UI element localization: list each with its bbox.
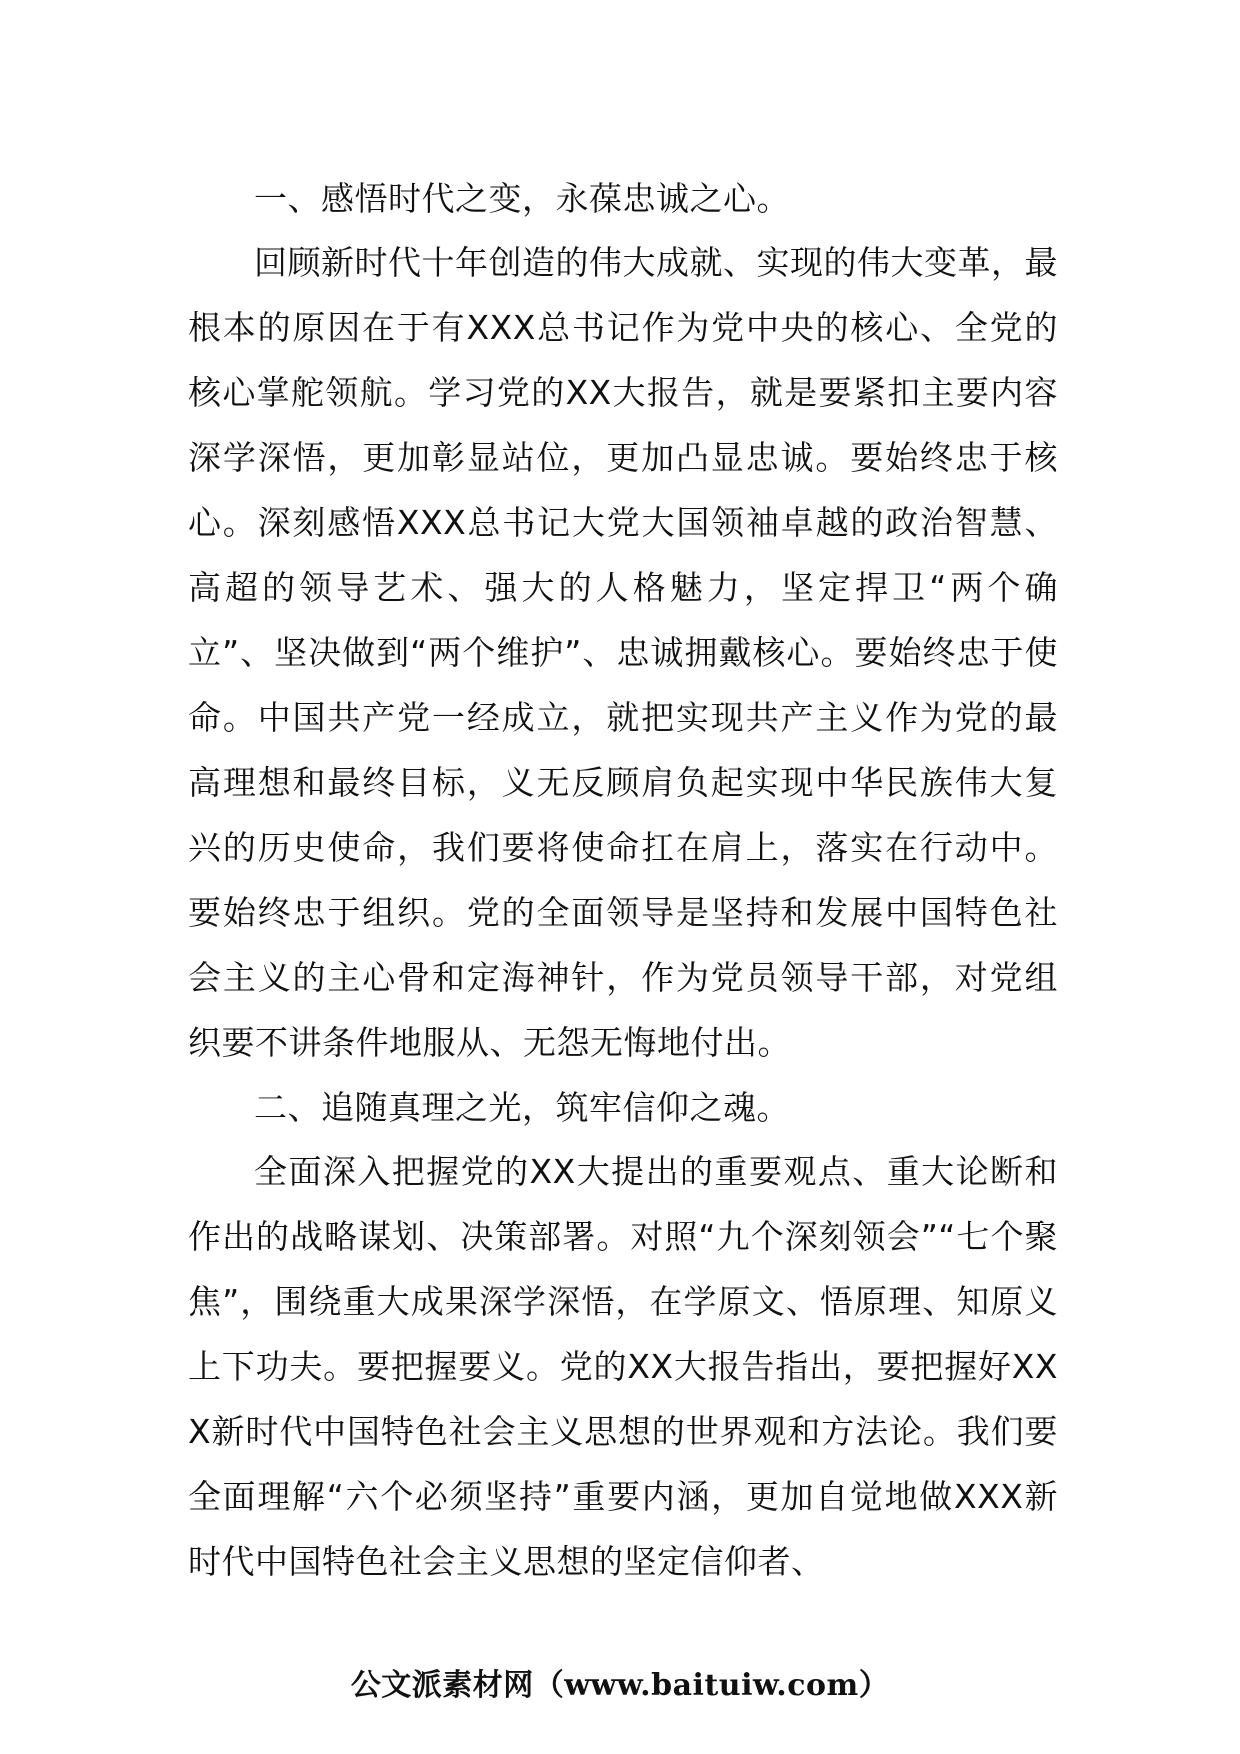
section-heading-2: 二、追随真理之光，筑牢信仰之魂。 <box>254 1088 790 1127</box>
section-paragraph-1: 回顾新时代十年创造的伟大成就、实现的伟大变革，最根本的原因在于有XXX总书记作为党中央的核心、全党的核心掌舵领航。学习党的XX大报告，就是要紧扣主要内容深学深悟，更加彰显站位，更加凸显忠诚。要始终忠于核心。深刻感悟XXX总书记大党大国领袖卓越的政治智慧、高超的领导艺术、强大的人格魅力，坚定捍卫“两个确立”、坚决做到“两个维护”、忠诚拥戴核心。要始终忠于使命。中国共产党一经成立，就把实现共产主义作为党的最高理想和最终目标，义无反顾肩负起实现中华民族伟大复兴的历史使命，我们要将使命扛在肩上，落实在行动中。要始终忠于组织。党的全面领导是坚持和发展中国特色社会主义的主心骨和定海神针，作为党员领导干部，对党组织要不讲条件地服从、无怨无悔地付出。 <box>188 243 1058 1062</box>
section-paragraph-2: 全面深入把握党的XX大提出的重要观点、重大论断和作出的战略谋划、决策部署。对照“九个深刻领会”“七个聚焦”，围绕重大成果深学深悟，在学原文、悟原理、知原义上下功夫。要把握要义。党的XX大报告指出，要把握好XXX新时代中国特色社会主义思想的世界观和方法论。我们要全面理解“六个必须坚持”重要内涵，更加自觉地做XXX新时代中国特色社会主义思想的坚定信仰者、 <box>188 1152 1058 1581</box>
section-heading-1: 一、感悟时代之变，永葆忠诚之心。 <box>254 179 790 218</box>
document-body <box>188 166 1058 1594</box>
footer-source: 公文派素材网（www.baituiw.com） <box>350 1668 890 1703</box>
